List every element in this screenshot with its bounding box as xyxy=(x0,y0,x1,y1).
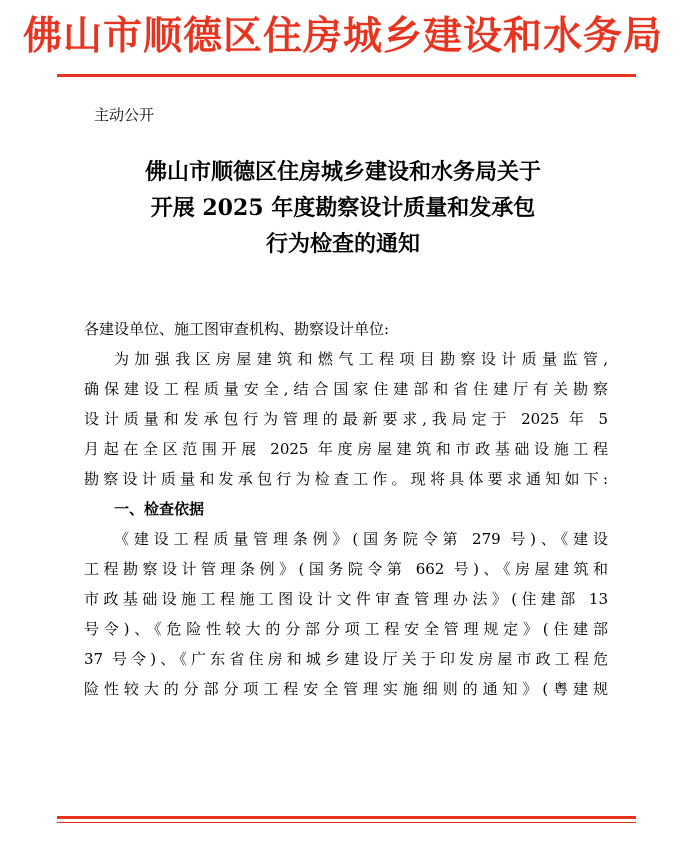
section-line: 工程勘察设计管理条例》(国务院令第 662 号)、《房屋建筑和 xyxy=(84,560,608,578)
section-line: 号令)、《危险性较大的分部分项工程安全管理规定》(住建部 xyxy=(84,620,608,638)
intro-line: 勘察设计质量和发承包行为检查工作。现将具体要求通知如下: xyxy=(84,470,608,488)
section-heading: 一、检查依据 xyxy=(114,500,205,518)
intro-line: 为加强我区房屋建筑和燃气工程项目勘察设计质量监管, xyxy=(114,350,608,368)
footer-red-rule-thin xyxy=(57,822,636,823)
salutation: 各建设单位、施工图审查机构、勘察设计单位: xyxy=(84,320,390,338)
section-line: 37 号令)、《广东省住房和城乡建设厅关于印发房屋市政工程危 xyxy=(84,650,608,668)
section-line: 《建设工程质量管理条例》(国务院令第 279 号)、《建设 xyxy=(114,530,608,548)
letterhead-agency-name: 佛山市顺德区住房城乡建设和水务局 xyxy=(22,13,663,59)
title-line-2: 开展 2025 年度勘察设计质量和发承包 xyxy=(150,195,536,221)
document-title xyxy=(60,154,626,262)
letterhead-red-rule xyxy=(57,74,636,77)
intro-line: 确保建设工程质量安全,结合国家住建部和省住建厅有关勘察 xyxy=(84,380,608,398)
intro-line: 设计质量和发承包行为管理的最新要求,我局定于 2025 年 5 xyxy=(84,410,608,428)
footer-red-rule-thick xyxy=(57,816,636,819)
disclosure-label: 主动公开 xyxy=(94,106,155,124)
intro-line: 月起在全区范围开展 2025 年度房屋建筑和市政基础设施工程 xyxy=(84,440,608,458)
title-line-3: 行为检查的通知 xyxy=(265,231,420,257)
section-line: 险性较大的分部分项工程安全管理实施细则的通知》(粤建规 xyxy=(84,680,608,698)
document-body xyxy=(84,314,608,704)
title-line-1: 佛山市顺德区住房城乡建设和水务局关于 xyxy=(144,159,541,185)
section-line: 市政基础设施工程施工图设计文件审查管理办法》(住建部 13 xyxy=(84,590,608,608)
